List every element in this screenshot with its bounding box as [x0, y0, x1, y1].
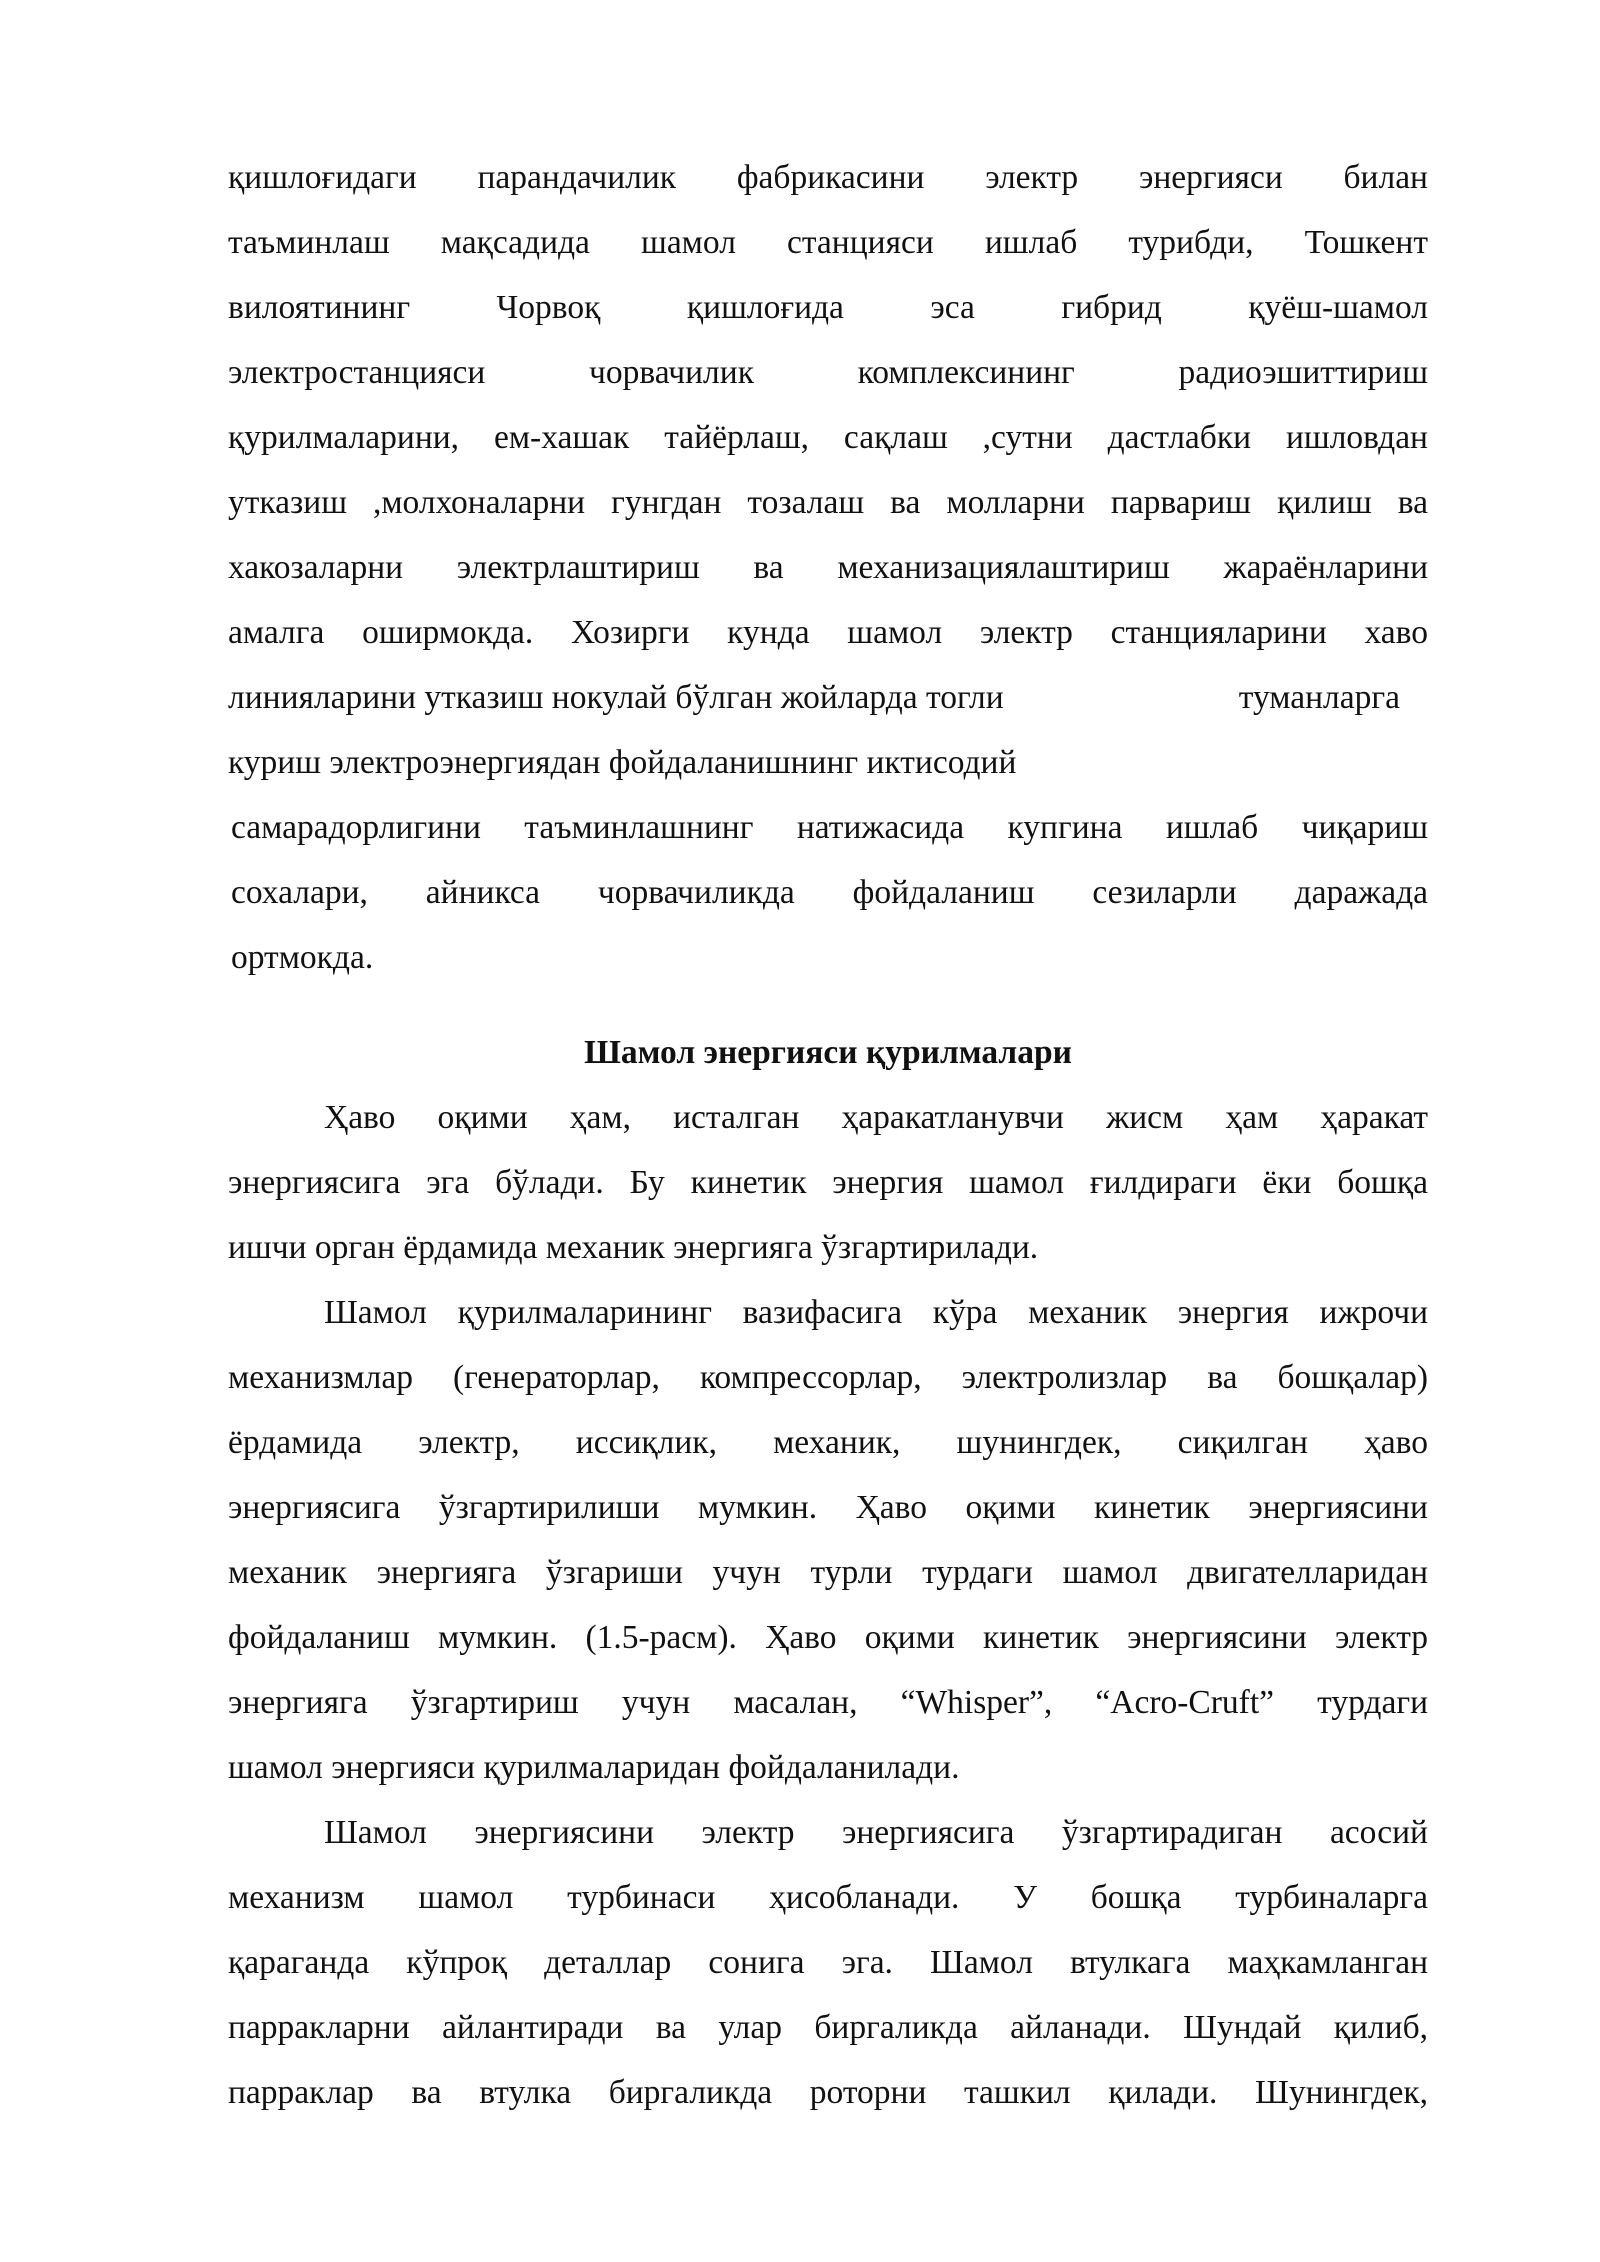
text-line: ортмокда. — [231, 939, 374, 976]
text-line: электростанцияси чорвачилик комплексининг радиоэшиттириш — [228, 354, 1428, 391]
document-page — [228, 145, 1428, 2125]
text-line: Шамол қурилмаларининг вазифасига кўра механик энергия ижрочи — [324, 1294, 1428, 1331]
text-line: қараганда кўпроқ деталлар сонига эга. Шамол втулкага маҳкамланган — [228, 1944, 1428, 1981]
text-line: энергиясига эга бўлади. Бу кинетик энергия шамол ғилдираги ёки бошқа — [228, 1164, 1428, 1201]
text-line: хакозаларни электрлаштириш ва механизациялаштириш жараёнларини — [228, 549, 1428, 586]
text-line: Шамол энергиясини электр энергиясига ўзгартирадиган асосий — [324, 1814, 1428, 1851]
text-line: механизм шамол турбинаси ҳисобланади. У бошқа турбиналарга — [228, 1879, 1428, 1916]
text-line-split — [228, 665, 1428, 730]
text-line: Ҳаво оқими ҳам, исталган ҳаракатланувчи жисм ҳам ҳаракат — [324, 1099, 1428, 1136]
text-line: энергияга ўзгартириш учун масалан, “Whisper”, “Acro-Cruft” турдаги — [228, 1684, 1428, 1721]
text-line: таъминлаш мақсадида шамол станцияси ишлаб турибди, Тошкент — [228, 224, 1428, 261]
text-line: механик энергияга ўзгариши учун турли турдаги шамол двигателларидан — [228, 1554, 1428, 1591]
text-line: қурилмаларини, ем-хашак тайёрлаш, сақлаш ,сутни дастлабки ишловдан — [228, 419, 1428, 456]
text-line: сохалари, айникса чорвачиликда фойдаланиш сезиларли даражада — [231, 874, 1428, 911]
text-line: ишчи орган ёрдамида механик энергияга ўзгартирилади. — [228, 1229, 1039, 1266]
text-line: энергиясига ўзгартирилиши мумкин. Ҳаво оқими кинетик энергиясини — [228, 1489, 1428, 1526]
text-line: қишлоғидаги парандачилик фабрикасини электр энергияси билан — [228, 159, 1428, 196]
text-line: самарадорлигини таъминлашнинг натижасида купгина ишлаб чиқариш — [231, 809, 1428, 846]
text-line: механизмлар (генераторлар, компрессорлар, электролизлар ва бошқалар) — [228, 1359, 1428, 1396]
text-line: ёрдамида электр, иссиқлик, механик, шунингдек, сиқилган ҳаво — [228, 1424, 1428, 1461]
text-line: шамол энергияси қурилмаларидан фойдаланилади. — [228, 1749, 960, 1786]
text-line: куриш электроэнергиядан фойдаланишнинг иктисодий — [228, 744, 1017, 781]
text-fragment: туманларга — [1238, 679, 1400, 716]
text-line: утказиш ,молхоналарни гунгдан тозалаш ва молларни парвариш қилиш ва — [228, 484, 1428, 521]
section-heading: Шамол энергияси қурилмалари — [584, 1034, 1072, 1071]
text-line: фойдаланиш мумкин. (1.5-расм). Ҳаво оқими кинетик энергиясини электр — [228, 1619, 1428, 1656]
text-fragment: линияларини утказиш нокулай бўлган жойларда тогли — [228, 679, 1004, 716]
text-line: парраклар ва втулка биргаликда роторни ташкил қилади. Шунингдек, — [228, 2074, 1428, 2111]
text-line: вилоятининг Чорвоқ қишлоғида эса гибрид қуёш-шамол — [228, 289, 1428, 326]
text-line: амалга оширмокда. Хозирги кунда шамол электр станцияларини хаво — [228, 614, 1428, 651]
text-line: парракларни айлантиради ва улар биргаликда айланади. Шундай қилиб, — [228, 2009, 1428, 2046]
paragraph-spacer — [228, 990, 1428, 1020]
